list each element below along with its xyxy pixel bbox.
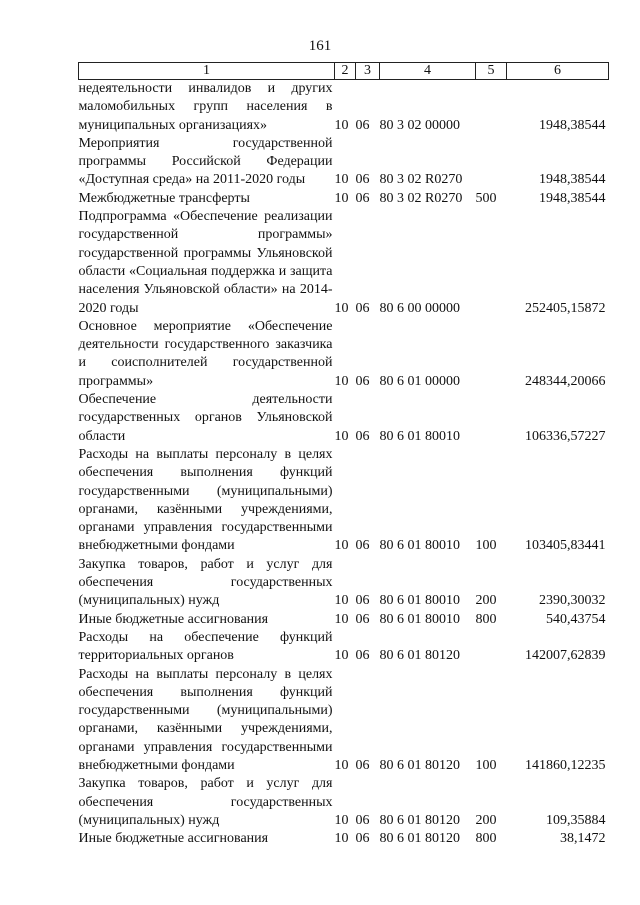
table-body bbox=[79, 80, 609, 849]
row-amount: 141860,12235 bbox=[525, 757, 606, 773]
budget-table bbox=[78, 62, 609, 848]
table-header-row bbox=[79, 63, 609, 80]
table-row bbox=[79, 556, 609, 611]
row-section: 10 bbox=[334, 190, 349, 206]
row-subsection: 06 bbox=[355, 190, 370, 206]
row-subsection: 06 bbox=[355, 611, 370, 627]
row-name: Иные бюджетные ассигнования bbox=[78, 831, 269, 847]
row-target-article: 80 6 01 80120 bbox=[379, 812, 460, 828]
row-expense-type: 100 bbox=[475, 538, 497, 554]
page-number: 161 bbox=[308, 38, 332, 54]
table-row bbox=[79, 775, 609, 830]
row-amount: 2390,30032 bbox=[539, 593, 606, 609]
row-subsection: 06 bbox=[355, 428, 370, 444]
row-name: Обеспечение деятельности государственных органов Ульяновской области bbox=[78, 392, 333, 444]
row-subsection: 06 bbox=[355, 538, 370, 554]
row-expense-type bbox=[476, 208, 507, 318]
header-col-2: 2 bbox=[335, 63, 356, 80]
row-name: недеятельности инвалидов и других маломобильных групп населения в муниципальных организациях» bbox=[78, 81, 333, 133]
row-name: Закупка товаров, работ и услуг для обеспечения государственных (муниципальных) нужд bbox=[78, 776, 333, 828]
header-col-5: 5 bbox=[476, 63, 507, 80]
row-name: Закупка товаров, работ и услуг для обеспечения государственных (муниципальных) нужд bbox=[78, 556, 333, 609]
header-col-1: 1 bbox=[79, 63, 335, 80]
row-name: Подпрограмма «Обеспечение реализации государственной программы» государственной программы Ульяновской области «Социальная поддержка и защита населения Ульяновской области» на 2014-2020 годы bbox=[78, 209, 333, 316]
table-row bbox=[79, 391, 609, 446]
row-expense-type: 500 bbox=[475, 190, 497, 206]
row-amount: 142007,62839 bbox=[525, 648, 606, 664]
row-expense-type: 800 bbox=[475, 611, 497, 627]
row-expense-type bbox=[476, 135, 507, 190]
row-target-article: 80 3 02 00000 bbox=[379, 117, 460, 133]
row-subsection: 06 bbox=[355, 831, 370, 847]
row-expense-type: 800 bbox=[475, 831, 497, 847]
header-col-6: 6 bbox=[507, 63, 609, 80]
row-subsection: 06 bbox=[355, 117, 370, 133]
row-target-article: 80 6 01 80120 bbox=[379, 831, 460, 847]
row-section: 10 bbox=[334, 300, 349, 316]
row-target-article: 80 6 01 80010 bbox=[379, 611, 460, 627]
row-subsection: 06 bbox=[355, 812, 370, 828]
row-target-article: 80 6 01 00000 bbox=[379, 373, 460, 389]
row-amount: 1948,38544 bbox=[539, 190, 606, 206]
table-row bbox=[79, 318, 609, 391]
table-row bbox=[79, 80, 609, 135]
row-name: Расходы на обеспечение функций территориальных органов bbox=[78, 629, 333, 664]
table-row bbox=[79, 135, 609, 190]
row-target-article: 80 6 01 80010 bbox=[379, 538, 460, 554]
row-section: 10 bbox=[334, 373, 349, 389]
row-expense-type bbox=[476, 391, 507, 446]
table-row bbox=[79, 629, 609, 666]
row-target-article: 80 6 01 80120 bbox=[379, 757, 460, 773]
row-section: 10 bbox=[334, 812, 349, 828]
row-subsection: 06 bbox=[355, 373, 370, 389]
row-amount: 1948,38544 bbox=[539, 172, 606, 188]
row-expense-type bbox=[476, 80, 507, 135]
table-row bbox=[79, 446, 609, 556]
table-row bbox=[79, 208, 609, 318]
row-amount: 103405,83441 bbox=[525, 538, 606, 554]
header-col-4: 4 bbox=[380, 63, 476, 80]
row-subsection: 06 bbox=[355, 172, 370, 188]
row-subsection: 06 bbox=[355, 593, 370, 609]
row-amount: 252405,15872 bbox=[525, 300, 606, 316]
header-col-3: 3 bbox=[356, 63, 380, 80]
table-row bbox=[79, 830, 609, 848]
row-amount: 109,35884 bbox=[546, 812, 606, 828]
row-expense-type bbox=[476, 629, 507, 666]
row-amount: 248344,20066 bbox=[525, 373, 606, 389]
row-section: 10 bbox=[334, 172, 349, 188]
row-amount: 38,1472 bbox=[560, 831, 606, 847]
row-target-article: 80 3 02 R0270 bbox=[379, 172, 463, 188]
row-name: Иные бюджетные ассигнования bbox=[78, 611, 269, 627]
row-name: Мероприятия государственной программы Российской Федерации «Доступная среда» на 2011-2020 годы bbox=[78, 135, 333, 188]
row-subsection: 06 bbox=[355, 300, 370, 316]
table-row bbox=[79, 190, 609, 208]
row-section: 10 bbox=[334, 117, 349, 133]
row-subsection: 06 bbox=[355, 757, 370, 773]
row-target-article: 80 3 02 R0270 bbox=[379, 190, 463, 206]
row-section: 10 bbox=[334, 611, 349, 627]
row-section: 10 bbox=[334, 538, 349, 554]
row-target-article: 80 6 01 80010 bbox=[379, 593, 460, 609]
row-subsection: 06 bbox=[355, 648, 370, 664]
row-target-article: 80 6 01 80010 bbox=[379, 428, 460, 444]
row-target-article: 80 6 00 00000 bbox=[379, 300, 460, 316]
row-section: 10 bbox=[334, 593, 349, 609]
row-amount: 1948,38544 bbox=[539, 117, 606, 133]
table-row bbox=[79, 611, 609, 629]
row-section: 10 bbox=[334, 428, 349, 444]
row-amount: 540,43754 bbox=[546, 611, 606, 627]
row-amount: 106336,57227 bbox=[525, 428, 606, 444]
row-expense-type: 100 bbox=[475, 757, 497, 773]
row-name: Расходы на выплаты персоналу в целях обеспечения выполнения функций государственными (муниципальными) органами, казёнными учреждениями, органами управления государственными внебюджетными фондами bbox=[78, 446, 333, 554]
row-name: Основное мероприятие «Обеспечение деятельности государственного заказчика и соисполнителей государственной программы» bbox=[78, 318, 333, 389]
row-expense-type bbox=[476, 318, 507, 391]
table-row bbox=[79, 666, 609, 776]
row-section: 10 bbox=[334, 757, 349, 773]
row-expense-type: 200 bbox=[475, 593, 497, 609]
row-expense-type: 200 bbox=[475, 812, 497, 828]
row-target-article: 80 6 01 80120 bbox=[379, 648, 460, 664]
row-name: Межбюджетные трансферты bbox=[78, 190, 250, 206]
row-name: Расходы на выплаты персоналу в целях обеспечения выполнения функций государственными (муниципальными) органами, казёнными учреждениями, органами управления государственными внебюджетными фондами bbox=[78, 666, 333, 773]
row-section: 10 bbox=[334, 831, 349, 847]
row-section: 10 bbox=[334, 648, 349, 664]
